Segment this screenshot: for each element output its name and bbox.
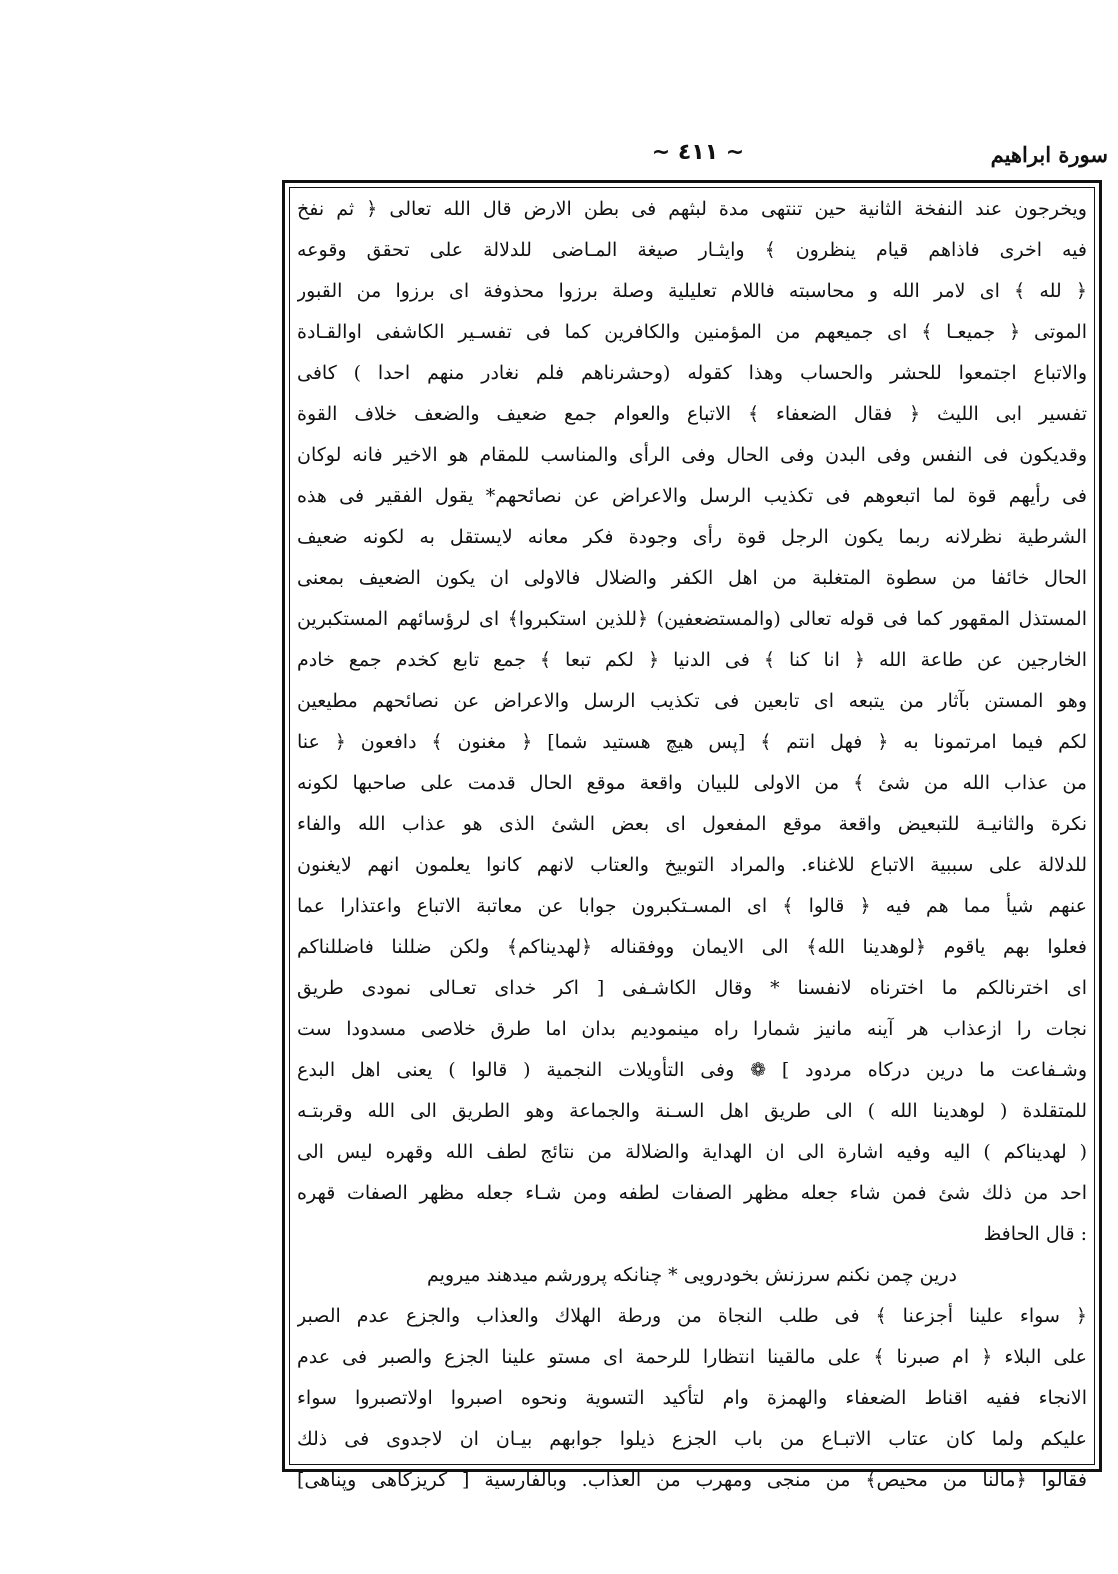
text-line: وشـفاعت ما درين دركاه مردود ] ❁ وفى التأويلات النجمية ( قالوا ) يعنى اهل البدع <box>297 1059 1087 1081</box>
text-line: للدلالة على سببية الاتباع للاغناء. والمراد التوبيخ والعتاب لانهم كانوا يعلمون انهم لايغنون <box>297 854 1087 876</box>
text-line: اى اخترنالكم ما اخترناه لانفسنا * وقال الكاشـفى [ اكر خداى تعـالى نمودى طريق <box>297 977 1087 999</box>
text-frame <box>282 180 1102 1491</box>
text-line: وهو المستن بآثار من يتبعه اى تابعين فى تكذيب الرسل والاعراض عن نصائحهم مطيعين <box>297 690 1087 712</box>
page-number: ~ ٤١١ ~ <box>651 140 745 165</box>
text-line: فقالوا ﴿مالنا من محيص﴾ من منجى ومهرب من العذاب. وبالفارسية [ كريزكاهى وپناهى] <box>297 1469 1087 1491</box>
text-line: نجات را ازعذاب هر آينه مانيز شمارا راه مينموديم بدان اما طرق خلاصى مسدودا ست <box>297 1018 1087 1040</box>
poem-verse: درين چمن نكنم سرزنش بخودرويى * چنانكه پرورشم ميدهند ميرويم <box>426 1264 958 1286</box>
text-line: ويخرجون عند النفخة الثانية حين تنتهى مدة لبثهم فى بطن الارض قال الله تعالى ﴿ ثم نفخ <box>297 198 1087 220</box>
text-line: الموتى ﴿ جميعـا ﴾ اى جميعهم من المؤمنين والكافرين كما فى تفسـير الكاشفى اوالقـادة <box>297 321 1087 343</box>
text-line: الانجاء ففيه اقناط الضعفاء والهمزة وام لتأكيد التسوية ونحوه اصبروا اولاتصبروا سواء <box>297 1387 1087 1409</box>
text-line: ( لهديناكم ) اليه وفيه اشارة الى ان الهداية والضلالة من نتائج لطف الله وقهره ليس الى <box>297 1141 1087 1163</box>
text-line: : قال الحافظ <box>983 1223 1087 1245</box>
text-line: وقديكون فى النفس وفى البدن وفى الحال وفى الرأى والمناسب للمقام هو الاخير فانه لوكان <box>297 444 1087 466</box>
text-line: ﴿ لله ﴾ اى لامر الله و محاسبته فاللام تعليلية وصلة برزوا محذوفة اى برزوا من القبور <box>297 280 1087 302</box>
text-line: تفسير ابى الليث ﴿ فقال الضعفاء ﴾ الاتباع والعوام جمع ضعيف والضعف خلاف القوة <box>297 403 1087 425</box>
text-line: على البلاء ﴿ ام صبرنا ﴾ على مالقينا انتظارا للرحمة اى مستو علينا الجزع والصبر فى عدم <box>297 1346 1087 1368</box>
text-line: فعلوا بهم ياقوم ﴿لوهدينا الله﴾ الى الايمان ووفقناله ﴿لهديناكم﴾ ولكن ضللنا فاضللناكم <box>297 936 1087 958</box>
text-line: فيه اخرى فاذاهم قيام ينظرون ﴾ وايثـار صيغة المـاضى للدلالة على تحقق وقوعه <box>297 239 1087 261</box>
text-line: والاتباع اجتمعوا للحشر والحساب وهذا كقوله (وحشرناهم فلم نغادر منهم احدا ) كافى <box>297 362 1087 384</box>
text-line: ﴿ سواء علينا أجزعنا ﴾ فى طلب النجاة من ورطة الهلاك والعذاب والجزع عدم الصبر <box>297 1305 1087 1327</box>
text-line: فى رأيهم قوة لما اتبعوهم فى تكذيب الرسل والاعراض عن نصائحهم* يقول الفقير فى هذه <box>297 485 1087 507</box>
page-body <box>297 189 1087 1491</box>
text-line: الشرطية نظرلانه ربما يكون الرجل قوة رأى وجودة فكر معانه لايستقل به لكونه ضعيف <box>297 526 1087 548</box>
text-line: من عذاب الله من شئ ﴾ من الاولى للبيان واقعة موقع الحال قدمت على صاحبها لكونه <box>297 772 1087 794</box>
text-line: لكم فيما امرتمونا به ﴿ فهل انتم ﴾ [پس هيچ هستيد شما] ﴿ مغنون ﴾ دافعون ﴿ عنا <box>297 731 1087 753</box>
surah-title: سورة ابراهيم <box>990 142 1108 167</box>
page-header <box>288 140 1108 172</box>
text-line: الخارجين عن طاعة الله ﴿ انا كنا ﴾ فى الدنيا ﴿ لكم تبعا ﴾ جمع تابع كخدم جمع خادم <box>297 649 1087 671</box>
text-line: نكرة والثانيـة للتبعيض واقعة موقع المفعول اى بعض الشئ الذى هو عذاب الله والفاء <box>297 813 1087 835</box>
text-line: الحال خائفا من سطوة المتغلبة من اهل الكفر والضلال فالاولى ان يكون الضعيف بمعنى <box>297 567 1087 589</box>
text-line: عنهم شيأ مما هم فيه ﴿ قالوا ﴾ اى المسـتكبرون جوابا عن معاتبة الاتباع واعتذارا عما <box>297 895 1087 917</box>
text-line: للمتقلدة ( لوهدينا الله ) الى طريق اهل السـنة والجماعة وهو الطريق الى الله وقربتـه <box>297 1100 1087 1122</box>
text-line: عليكم ولما كان عتاب الاتبـاع من باب الجزع ذيلوا جوابهم بيـان ان لاجدوى فى ذلك <box>297 1428 1087 1450</box>
text-line: احد من ذلك شئ فمن شاء جعله مظهر الصفات لطفه ومن شـاء جعله مظهر الصفات قهره <box>297 1182 1087 1204</box>
text-line: المستذل المقهور كما فى قوله تعالى (والمستضعفين) ﴿للذين استكبروا﴾ اى لرؤسائهم المستكبرين <box>297 608 1087 630</box>
